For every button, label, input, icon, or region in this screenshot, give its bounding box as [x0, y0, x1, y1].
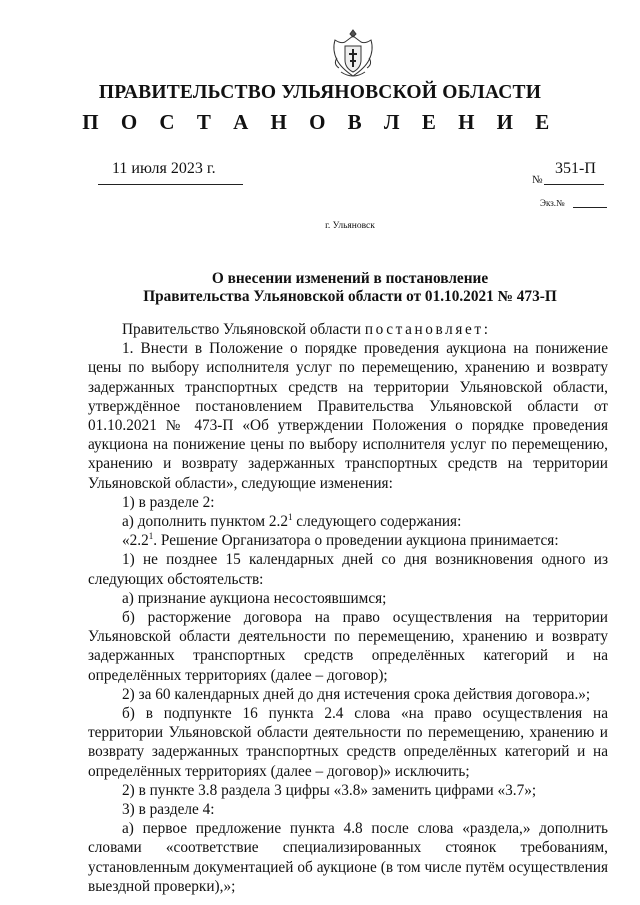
- paragraph-1: 1. Внести в Положение о порядке проведения аукциона на понижение цены по выбору исполнителя услуг по перемещению, хранению и возврату задержанных транспортных средств на территории Ульяновской области, утверждённое постановлением Правительства Ульяновской области от 01.10.2021 № 473-П «Об утверждении Положения о порядке проведения аукциона на понижение цены по выбору исполнителя услуг по перемещению, хранению и возврату задержанных транспортных средств на территории Ульяновской области», следующие изменения:: [88, 340, 608, 492]
- paragraph-11: 3) в разделе 4:: [122, 801, 215, 819]
- preamble-text: Правительство Ульяновской области: [122, 321, 361, 338]
- copy-number-label: Экз.№: [540, 198, 565, 208]
- paragraph-10: 2) в пункте 3.8 раздела 3 цифры «3.8» заменить цифрами «3.7»;: [122, 781, 537, 799]
- paragraph-9: б) в подпункте 16 пункта 2.4 слова «на право осуществления на территории Ульяновской области деятельности по перемещению, хранению и возврату задержанных транспортных средств определённых категорий и на определённых территориях (далее – договор)» исключить;: [88, 705, 608, 780]
- date-underline: [98, 184, 243, 185]
- paragraph-8: 2) за 60 календарных дней до дня истечения срока действия договора.»;: [122, 685, 591, 703]
- document-body: [88, 320, 608, 896]
- p4-text-a: «2.2: [122, 532, 149, 550]
- paragraph-7: б) расторжение договора на право осуществления на территории Ульяновской области деятельности по перемещению, хранению и возврату задержанных транспортных средств определённых категорий и на определённых территориях (далее – договор);: [88, 609, 608, 684]
- p3-text-b: следующего содержания:: [292, 513, 462, 531]
- p3-text-a: а) дополнить пунктом 2.2: [122, 513, 288, 531]
- coat-of-arms-emblem: [331, 28, 375, 80]
- document-number: 351-П: [555, 160, 596, 177]
- p4-superscript: 1: [148, 531, 154, 542]
- number-underline: [544, 184, 604, 185]
- city-line: г. Ульяновск: [325, 221, 375, 231]
- subject-line-1: О внесении изменений в постановление: [211, 270, 489, 287]
- paragraph-3: [88, 512, 608, 531]
- document-subject: [0, 270, 640, 306]
- preamble-paragraph: [88, 320, 608, 339]
- paragraph-5: 1) не позднее 15 календарных дней со дня возникновения одного из следующих обстоятельств:: [88, 551, 608, 588]
- subject-line-2: Правительства Ульяновской области от 01.10.2021 № 473-П: [143, 288, 557, 305]
- p4-text-b: . Решение Организатора о проведении аукциона принимается:: [153, 532, 559, 550]
- paragraph-4: [88, 531, 608, 550]
- document-type-title: П О С Т А Н О В Л Е Н И Е: [82, 110, 558, 134]
- p3-superscript: 1: [287, 511, 293, 522]
- document-date: 11 июля 2023 г.: [112, 160, 216, 177]
- preamble-verb: постановляет:: [364, 321, 491, 338]
- paragraph-2: 1) в разделе 2:: [122, 493, 215, 511]
- government-title: ПРАВИТЕЛЬСТВО УЛЬЯНОВСКОЙ ОБЛАСТИ: [98, 82, 542, 103]
- number-label: №: [532, 174, 543, 186]
- paragraph-6: а) признание аукциона несостоявшимся;: [122, 589, 387, 607]
- copy-number-underline: [573, 207, 607, 208]
- paragraph-12: а) первое предложение пункта 4.8 после слова «раздела,» дополнить словами «соответствие специализированных стоянок требованиям, установленным документацией об аукционе (в том числе путём осуществления выездной проверки),»;: [88, 820, 608, 895]
